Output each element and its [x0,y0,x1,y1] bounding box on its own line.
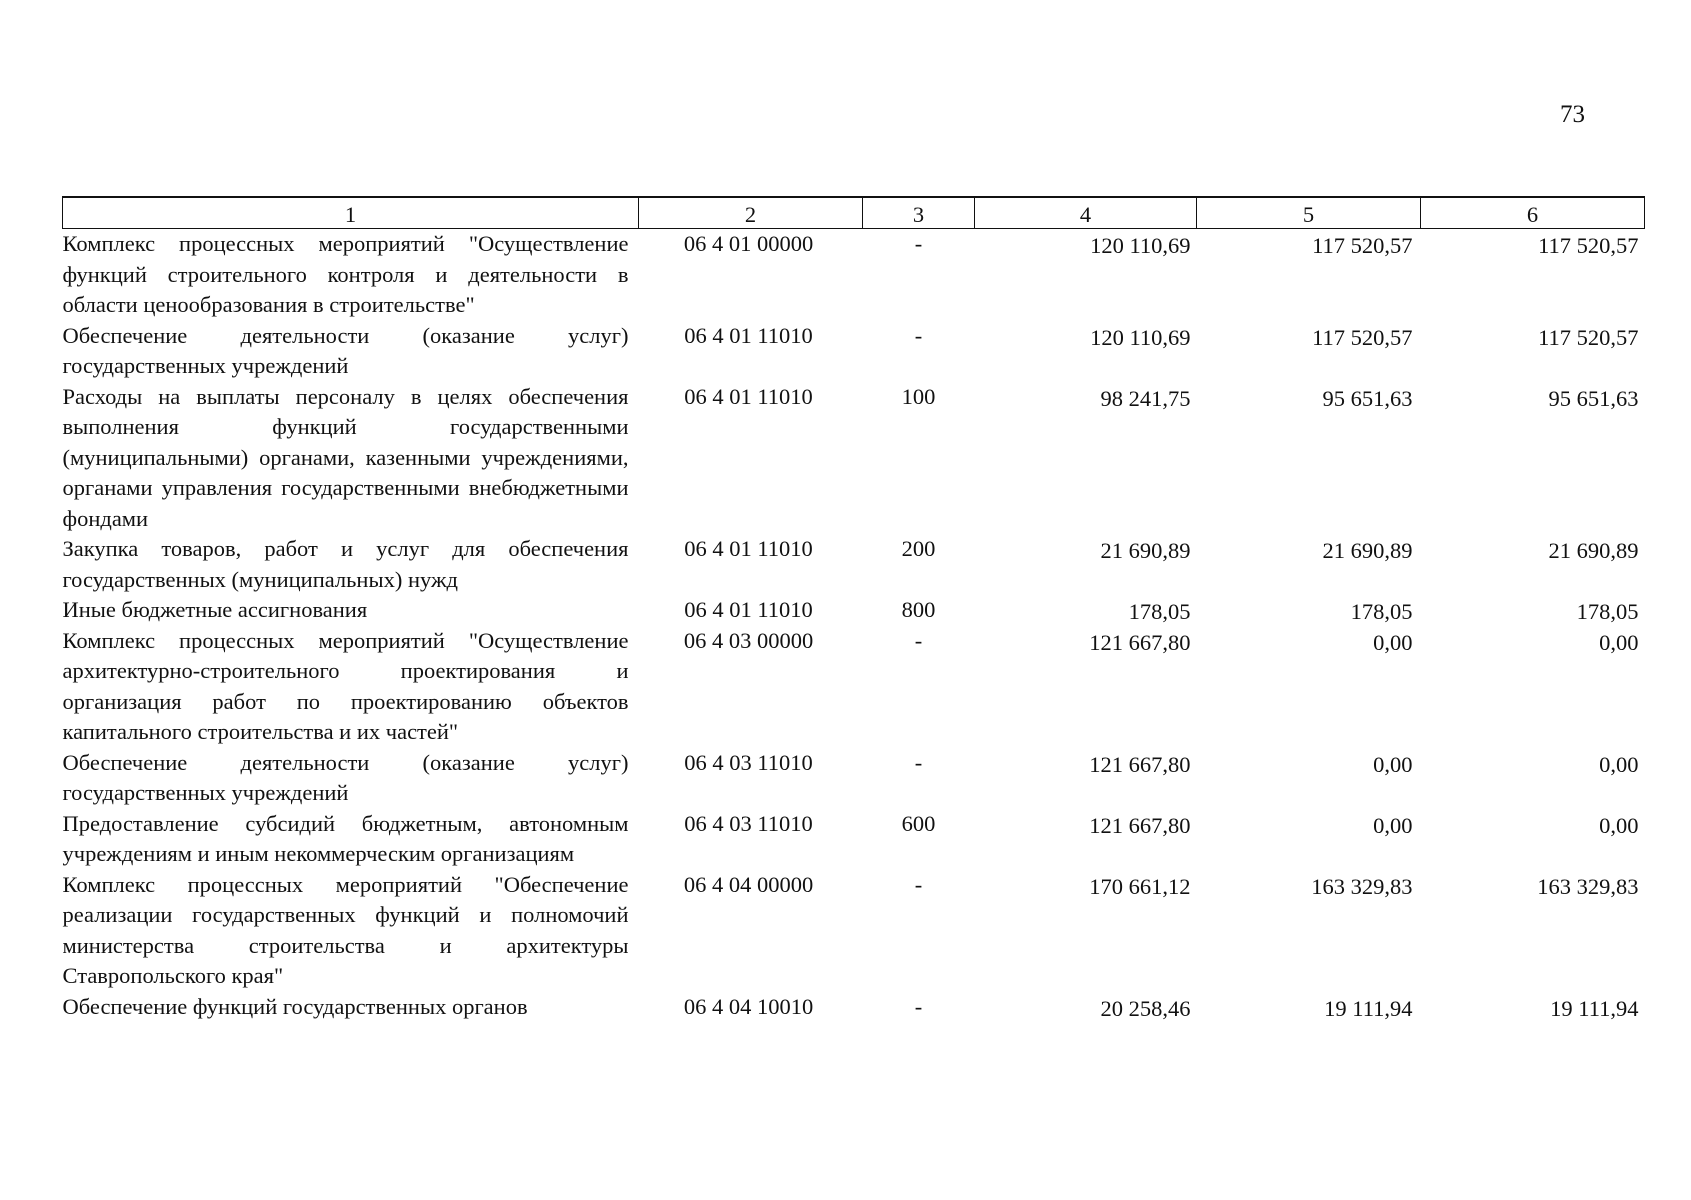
row-value-5: 0,00 [1373,751,1413,777]
table-row [63,321,1645,382]
row-name: Расходы на выплаты персоналу в целях обеспечения выполнения функций государственными (муниципальными) органами, казенными учреждениями, органами управления государственными внебюджетными фондами [62,383,629,531]
table-row [63,229,1645,321]
row-value-6: 0,00 [1599,629,1639,655]
row-value-6: 163 329,83 [1537,873,1639,899]
row-expense-type: - [914,627,923,653]
row-expense-type: - [914,871,923,897]
row-value-6: 0,00 [1599,751,1639,777]
row-value-6: 0,00 [1599,812,1639,838]
row-code: 06 4 04 00000 [683,871,814,897]
row-value-4: 20 258,46 [1100,995,1191,1021]
row-value-4: 170 661,12 [1089,873,1191,899]
row-name: Комплекс процессных мероприятий "Обеспечение реализации государственных функций и полномочий министерства строительства и архитектуры Ставропольского края" [62,871,629,988]
row-value-4: 98 241,75 [1100,385,1191,411]
row-expense-type: - [914,231,923,256]
table-row [63,626,1645,748]
column-header-5: 5 [1197,197,1421,229]
row-code: 06 4 03 00000 [683,627,814,653]
row-value-6: 19 111,94 [1550,995,1639,1021]
row-code: 06 4 03 11010 [684,810,813,836]
row-value-4: 121 667,80 [1089,629,1191,655]
column-header-1: 1 [63,197,639,229]
row-value-6: 117 520,57 [1538,233,1639,258]
table-row [63,748,1645,809]
row-value-5: 117 520,57 [1312,233,1413,258]
table-row [63,595,1645,626]
table-row [63,534,1645,595]
budget-table [62,196,1645,1022]
column-header-2: 2 [639,197,863,229]
row-name: Предоставление субсидий бюджетным, автономным учреждениям и иным некоммерческим организациям [62,810,629,866]
column-header-3: 3 [863,197,975,229]
row-code: 06 4 01 00000 [683,231,814,256]
row-expense-type: 100 [901,383,936,409]
page-number: 73 [1560,101,1585,128]
row-value-5: 163 329,83 [1311,873,1413,899]
row-value-4: 120 110,69 [1090,233,1191,258]
row-name: Обеспечение функций государственных органов [62,993,528,1019]
table-row [63,870,1645,992]
row-value-5: 178,05 [1350,599,1413,624]
row-name: Комплекс процессных мероприятий "Осуществление архитектурно-строительного проектирования и организация работ по проектированию объектов капитального строительства и их частей" [62,627,629,744]
row-value-5: 117 520,57 [1312,324,1413,350]
row-value-5: 19 111,94 [1324,995,1413,1021]
row-value-5: 0,00 [1373,812,1413,838]
column-header-6: 6 [1421,197,1645,229]
row-expense-type: 200 [901,536,936,561]
row-code: 06 4 03 11010 [684,749,813,775]
row-value-4: 121 667,80 [1089,812,1191,838]
row-name: Комплекс процессных мероприятий "Осуществление функций строительного контроля и деятельности в области ценообразования в строительстве" [62,231,629,317]
table-row [63,809,1645,870]
row-value-6: 178,05 [1576,599,1639,624]
table-row [63,992,1645,1023]
row-value-4: 121 667,80 [1089,751,1191,777]
row-value-5: 21 690,89 [1322,538,1413,563]
row-expense-type: 600 [901,810,936,836]
row-name: Обеспечение деятельности (оказание услуг) государственных учреждений [62,749,629,805]
row-name: Обеспечение деятельности (оказание услуг) государственных учреждений [62,322,629,378]
row-value-4: 120 110,69 [1090,324,1191,350]
row-value-4: 21 690,89 [1100,538,1191,563]
row-expense-type: - [914,322,923,348]
column-header-4: 4 [975,197,1197,229]
row-code: 06 4 01 11010 [684,597,813,622]
table-header [63,197,1645,229]
row-expense-type: 800 [901,597,936,622]
row-value-5: 0,00 [1373,629,1413,655]
row-code: 06 4 04 10010 [683,993,814,1019]
header-row [63,197,1645,229]
row-expense-type: - [914,993,923,1019]
row-code: 06 4 01 11010 [684,322,813,348]
row-value-6: 117 520,57 [1538,324,1639,350]
row-value-6: 95 651,63 [1548,385,1639,411]
row-value-5: 95 651,63 [1322,385,1413,411]
row-name: Иные бюджетные ассигнования [62,597,368,622]
row-name: Закупка товаров, работ и услуг для обеспечения государственных (муниципальных) нужд [62,536,629,592]
row-expense-type: - [914,749,923,775]
row-value-6: 21 690,89 [1548,538,1639,563]
row-value-4: 178,05 [1128,599,1191,624]
row-code: 06 4 01 11010 [684,383,813,409]
row-code: 06 4 01 11010 [684,536,813,561]
table-row [63,382,1645,535]
table-body [63,229,1645,1023]
